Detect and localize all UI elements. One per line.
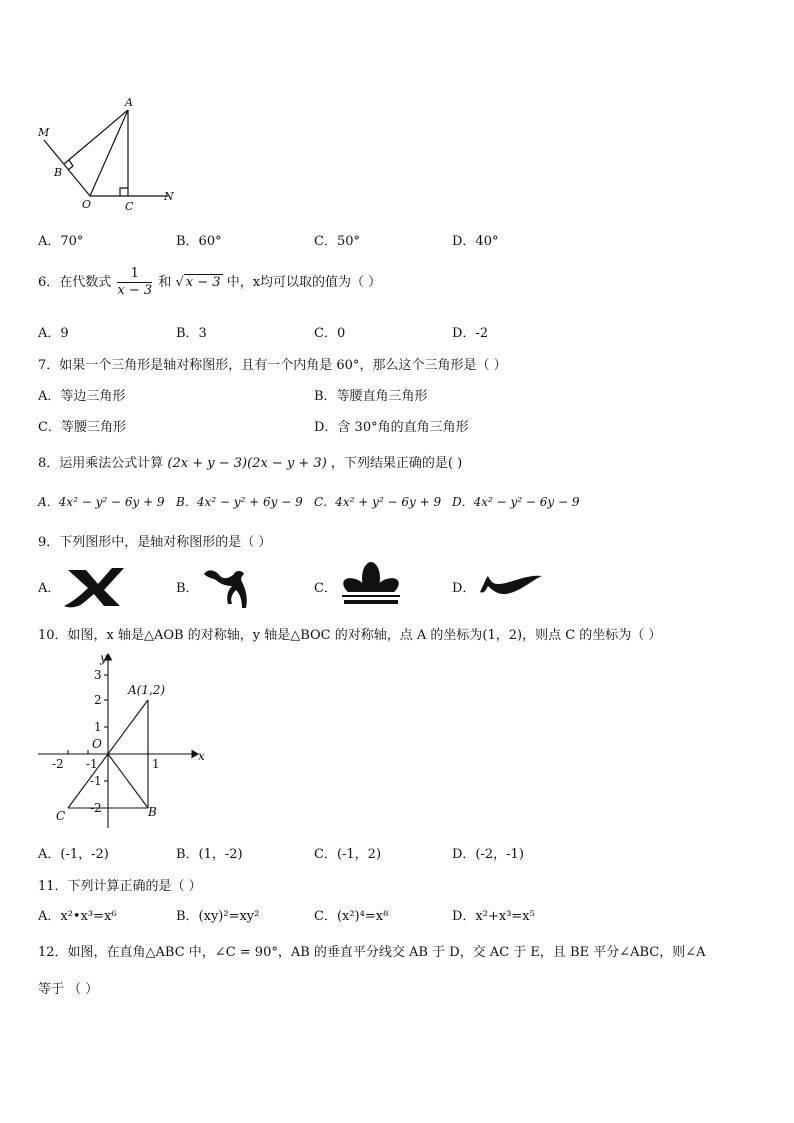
figure-q10-coordinate — [30, 648, 210, 832]
q12-stem-line1: 12．如图，在直角△ABC 中，∠C = 90°，AB 的垂直平分线交 AB 于 D，交 AC 于 E，且 BE 平分∠ABC，则∠A — [38, 945, 706, 960]
q5-option-d[interactable]: D．40° — [452, 234, 499, 249]
point-b-label: B — [148, 805, 157, 819]
q9-option-a[interactable]: A． — [38, 581, 61, 596]
q9-option-d[interactable]: D． — [452, 581, 476, 596]
q5-option-a[interactable]: A．70° — [38, 234, 84, 249]
q6-sqrt: √ x − 3 — [175, 275, 221, 290]
q7-option-d[interactable]: D．含 30°角的直角三角形 — [314, 420, 469, 435]
figure-q5 — [30, 92, 190, 212]
q6-fraction — [117, 266, 152, 299]
q7-option-c[interactable]: C．等腰三角形 — [38, 420, 126, 435]
label-m: M — [38, 126, 50, 139]
line-ab — [64, 110, 128, 164]
q6-mid: 和 — [158, 275, 172, 290]
q5-option-b[interactable]: B．60° — [176, 234, 222, 249]
li-ning-logo-icon — [476, 570, 546, 600]
q8-suffix: ，下列结果正确的是( ) — [330, 456, 463, 471]
y-tick-2: 2 — [94, 693, 102, 707]
q9-option-b[interactable]: B． — [176, 581, 199, 596]
q7-option-b[interactable]: B．等腰直角三角形 — [314, 389, 428, 404]
label-o: O — [82, 198, 92, 211]
y-tick-minus-1: -1 — [90, 774, 102, 788]
q6-suffix: 中，x均可以取的值为（ ） — [226, 275, 382, 290]
q7-stem: 7．如果一个三角形是轴对称图形，且有一个内角是 60°，那么这个三角形是（ ） — [38, 358, 507, 373]
label-c: C — [125, 200, 134, 212]
y-tick-1: 1 — [94, 720, 102, 734]
origin-label: O — [92, 737, 102, 751]
x-tick-minus-1: -1 — [86, 757, 98, 771]
q8-expression: (2x + y − 3)(2x − y + 3) — [167, 456, 327, 471]
right-angle-b — [68, 160, 73, 170]
q8-option-c[interactable]: C．4x² + y² − 6y + 9 — [314, 495, 442, 509]
q7-option-a[interactable]: A．等边三角形 — [38, 389, 126, 404]
point-a-label: A(1,2) — [128, 683, 166, 697]
q9-stem: 9．下列图形中，是轴对称图形的是（ ） — [38, 535, 272, 550]
q8-option-b[interactable]: B．4x² − y² + 6y − 9 — [176, 495, 303, 509]
segment-ob — [108, 754, 148, 808]
adidas-trefoil-icon — [338, 560, 404, 606]
x-axis-label: x — [198, 749, 205, 763]
q11-option-b[interactable]: B．(xy)²=xy² — [176, 909, 260, 924]
q6-option-d[interactable]: D．-2 — [452, 326, 489, 341]
y-axis-label: y — [100, 651, 107, 665]
q6-fraction-denominator: x − 3 — [117, 283, 153, 298]
line-oa — [90, 110, 128, 196]
q8-option-d[interactable]: D．4x² − y² − 6y − 9 — [452, 495, 580, 509]
label-a: A — [125, 96, 133, 109]
q11-stem: 11．下列计算正确的是（ ） — [38, 879, 202, 894]
y-tick-3: 3 — [94, 668, 102, 682]
q10-option-a[interactable]: A．(-1，-2) — [38, 847, 109, 862]
segment-oa — [108, 700, 148, 754]
q10-option-b[interactable]: B．(1，-2) — [176, 847, 243, 862]
q8-stem — [38, 452, 462, 471]
x-logo-icon — [62, 564, 128, 610]
q6-fraction-numerator: 1 — [117, 266, 152, 283]
q9-option-c[interactable]: C． — [314, 581, 337, 596]
q5-option-c[interactable]: C．50° — [314, 234, 360, 249]
point-c-label: C — [56, 809, 66, 823]
label-b: B — [54, 166, 63, 179]
q11-option-c[interactable]: C．(x²)⁴=x⁸ — [314, 909, 389, 924]
q11-option-d[interactable]: D．x²+x³=x⁵ — [452, 909, 535, 924]
q10-option-d[interactable]: D．(-2，-1) — [452, 847, 524, 862]
x-tick-minus-2: -2 — [52, 757, 64, 771]
y-tick-minus-2: -2 — [90, 801, 102, 815]
q10-stem: 10．如图，x 轴是△AOB 的对称轴，y 轴是△BOC 的对称轴，点 A 的坐标为(1，2)，则点 C 的坐标为（ ） — [38, 628, 662, 643]
label-n: N — [164, 190, 174, 203]
puma-logo-icon — [202, 564, 254, 610]
q12-stem-line2: 等于 （ ） — [38, 982, 99, 997]
q6-prefix: 6．在代数式 — [38, 275, 112, 290]
q6-stem — [38, 266, 381, 299]
q6-option-a[interactable]: A．9 — [38, 326, 69, 341]
q8-prefix: 8．运用乘法公式计算 — [38, 456, 164, 471]
q11-option-a[interactable]: A．x²•x³=x⁶ — [38, 909, 117, 924]
q8-option-a[interactable]: A．4x² − y² − 6y + 9 — [38, 495, 165, 509]
x-tick-1: 1 — [152, 757, 160, 771]
q6-sqrt-body: x − 3 — [185, 275, 221, 290]
q6-option-b[interactable]: B．3 — [176, 326, 207, 341]
q10-option-c[interactable]: C．(-1，2) — [314, 847, 382, 862]
q6-option-c[interactable]: C．0 — [314, 326, 346, 341]
right-angle-c — [120, 188, 128, 196]
